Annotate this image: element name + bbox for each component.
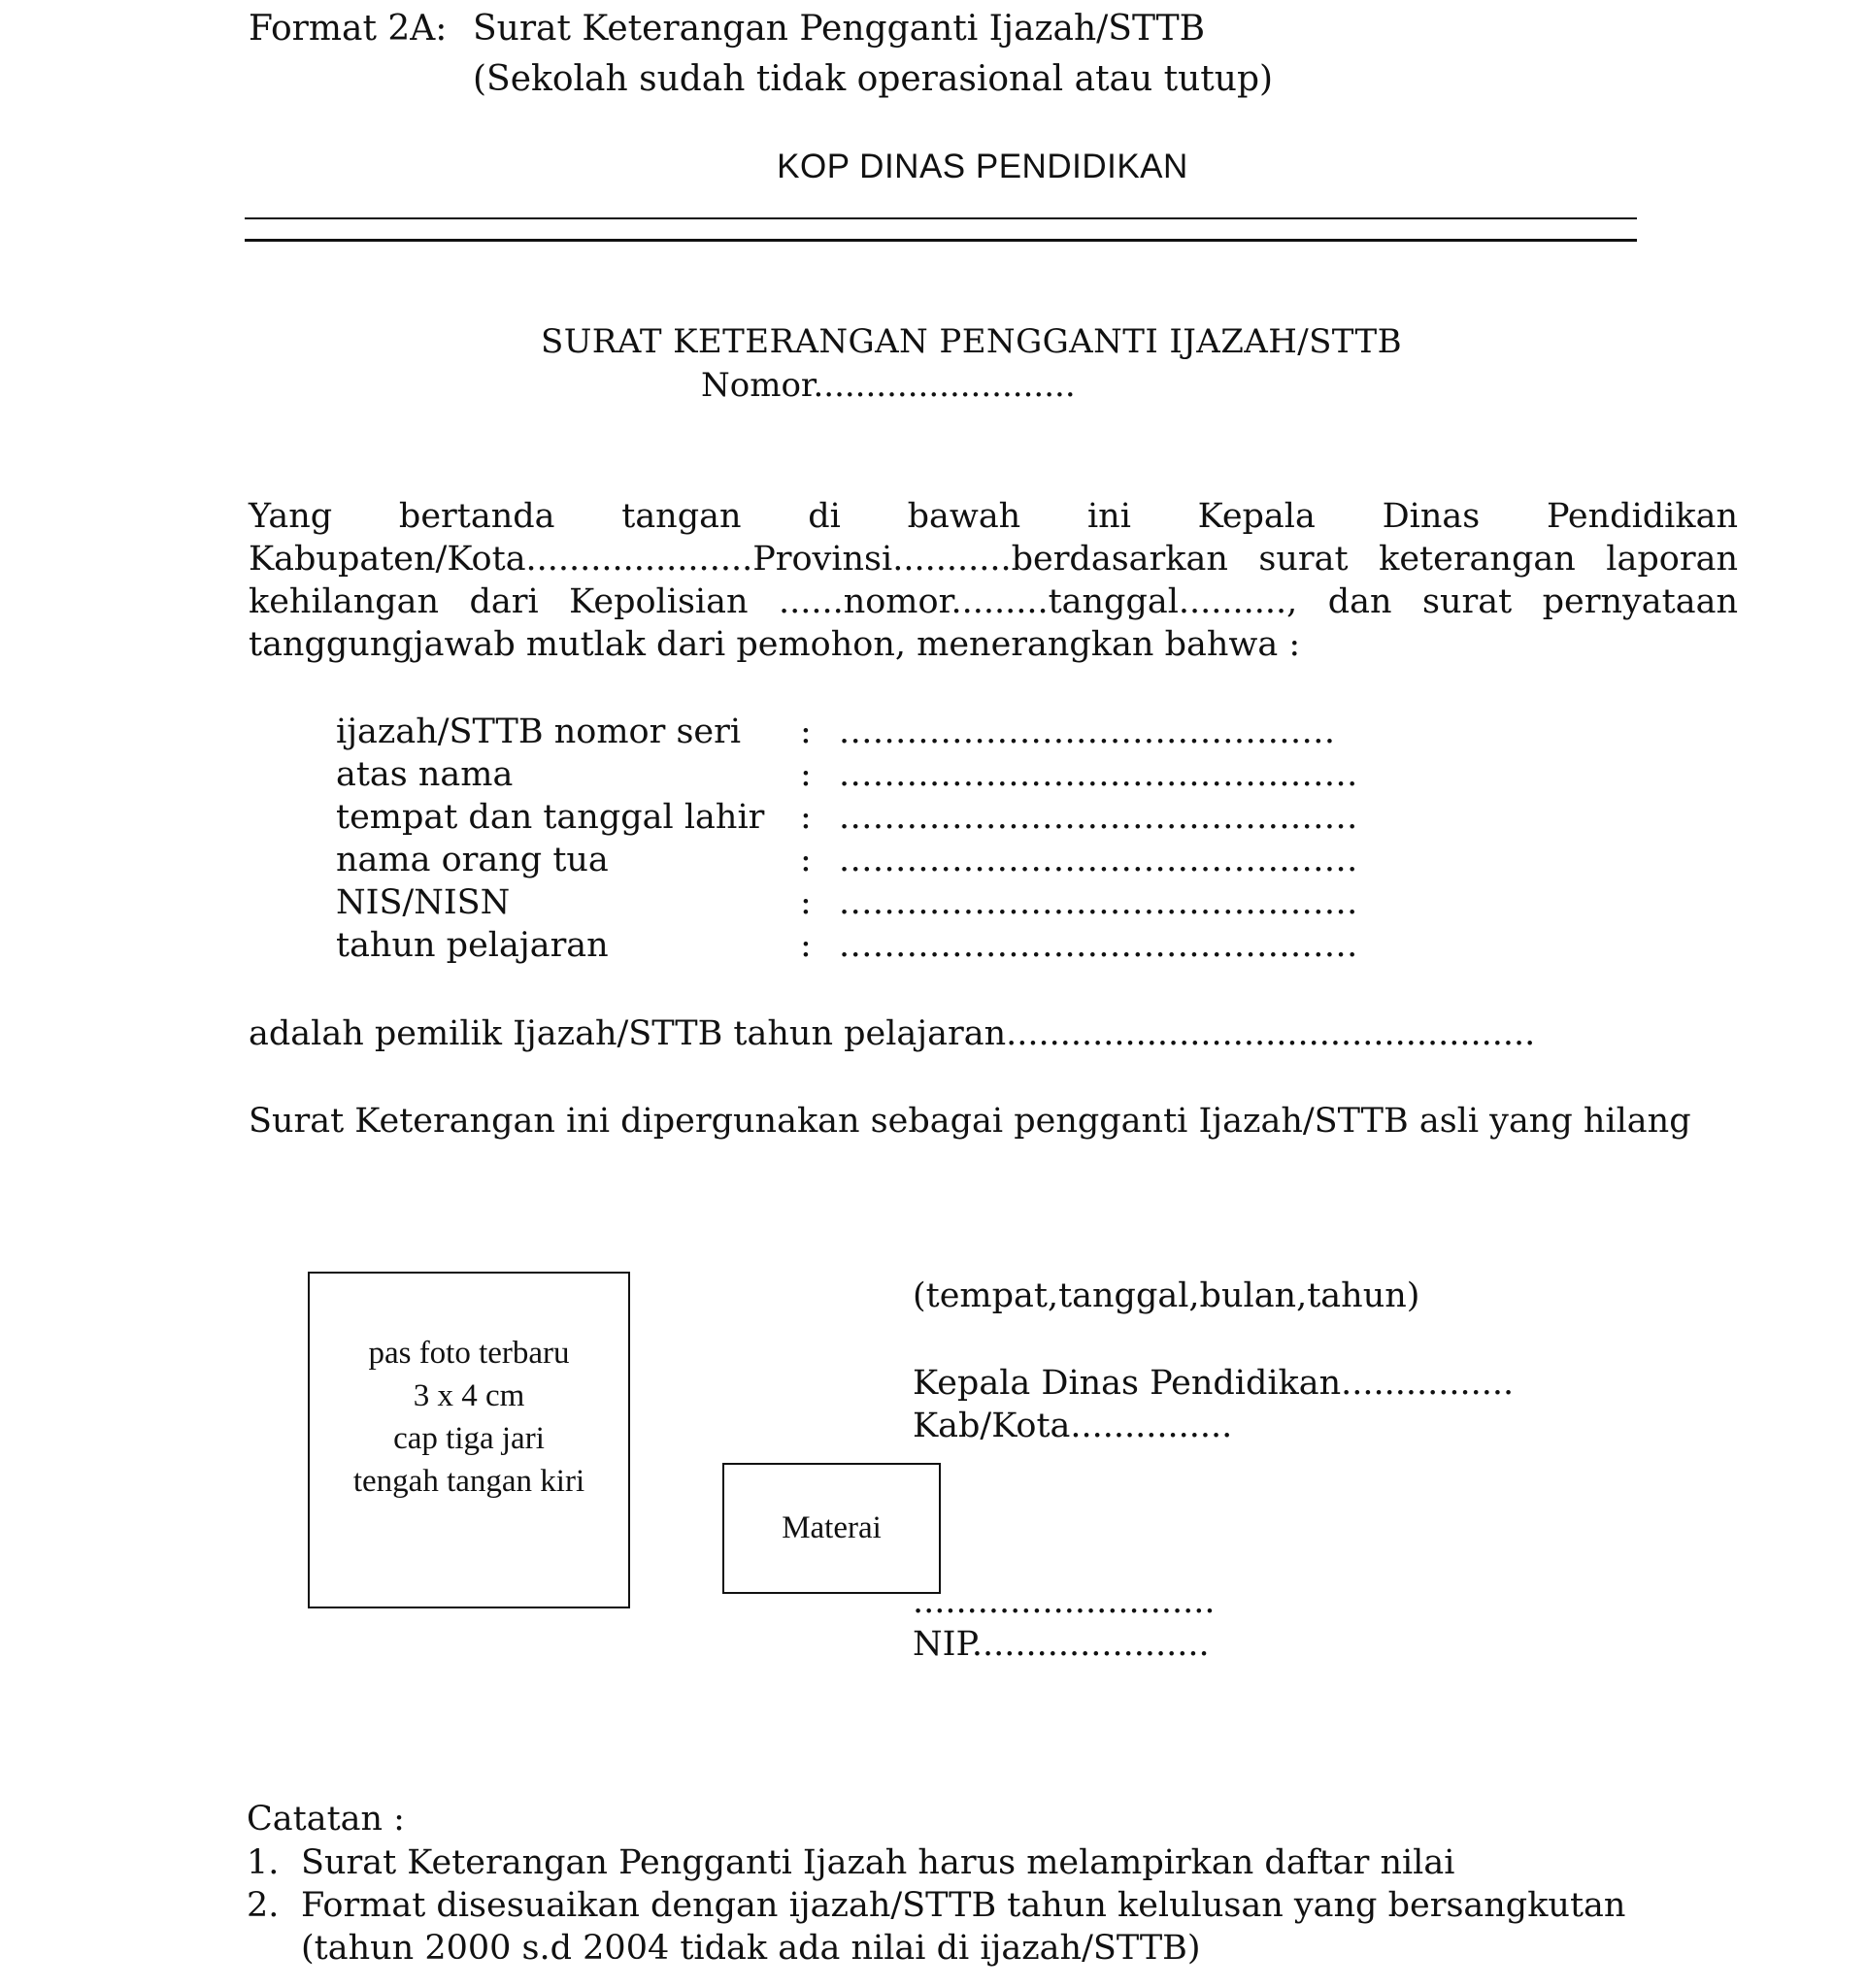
note-number: 1.: [247, 1843, 280, 1882]
letterhead-rule-top: [245, 217, 1637, 219]
owner-paragraph: adalah pemilik Ijazah/STTB tahun pelajaran.................................................: [249, 1014, 1536, 1053]
kop-dinas-heading: KOP DINAS PENDIDIKAN: [777, 148, 1188, 185]
field-value: ..............................................: [839, 926, 1358, 965]
note-number: 2.: [247, 1886, 280, 1925]
field-value: ..............................................: [839, 841, 1358, 879]
field-label: tempat dan tanggal lahir: [336, 798, 765, 837]
field-row: [336, 881, 1358, 924]
format-title: Surat Keterangan Pengganti Ijazah/STTB: [473, 9, 1206, 49]
document-number: Nomor.........................: [701, 366, 1076, 405]
photo-box-line: cap tiga jari: [393, 1421, 545, 1456]
field-label: ijazah/STTB nomor seri: [336, 712, 742, 751]
note-text: Surat Keterangan Pengganti Ijazah harus melampirkan daftar nilai: [301, 1843, 1455, 1882]
signature-nip: NIP......................: [913, 1625, 1210, 1664]
field-colon: :: [800, 712, 812, 751]
field-row: [336, 796, 1358, 839]
signature-name-line: ............................: [913, 1582, 1216, 1621]
letterhead-rule-bottom: [245, 239, 1637, 242]
field-label: NIS/NISN: [336, 883, 511, 922]
note-text: Format disesuaikan dengan ijazah/STTB tahun kelulusan yang bersangkutan: [301, 1886, 1626, 1925]
field-value: ..............................................: [839, 755, 1358, 794]
field-colon: :: [800, 798, 812, 837]
materai-stamp-box: Materai: [722, 1463, 941, 1594]
field-value: ..............................................: [839, 883, 1358, 922]
field-label: nama orang tua: [336, 841, 609, 879]
field-row: [336, 753, 1358, 796]
intro-paragraph: Yang bertanda tangan di bawah ini Kepala Dinas Pendidikan Kabupaten/Kota.....................Provinsi...........berdasarkan surat keterangan laporan kehilangan dari Kepolisian ......nomor.........tanggal.........., dan surat pernyataan tanggungjawab mutlak dari pemohon, menerangkan bahwa :: [249, 497, 1738, 664]
field-row: [336, 711, 1358, 753]
signature-position: Kepala Dinas Pendidikan................: [913, 1364, 1515, 1403]
photo-box-line: tengah tangan kiri: [352, 1464, 585, 1499]
photo-box-line: pas foto terbaru: [368, 1336, 570, 1371]
notes-title: Catatan :: [247, 1800, 405, 1839]
note-item: [247, 1884, 1625, 1927]
format-label: Format 2A:: [249, 9, 448, 49]
field-colon: :: [800, 926, 812, 965]
field-colon: :: [800, 755, 812, 794]
field-value: ..............................................: [839, 798, 1358, 837]
field-colon: :: [800, 841, 812, 879]
field-row: [336, 839, 1358, 881]
photo-placeholder-box: [308, 1272, 630, 1608]
document-title: SURAT KETERANGAN PENGGANTI IJAZAH/STTB: [541, 322, 1402, 361]
photo-box-line: 3 x 4 cm: [413, 1378, 525, 1413]
field-label: atas nama: [336, 755, 514, 794]
signature-kab-kota: Kab/Kota...............: [913, 1407, 1233, 1445]
format-subtitle: (Sekolah sudah tidak operasional atau tutup): [473, 59, 1274, 99]
field-value: ............................................: [839, 712, 1336, 751]
note-continuation: (tahun 2000 s.d 2004 tidak ada nilai di ijazah/STTB): [301, 1929, 1201, 1968]
field-colon: :: [800, 883, 812, 922]
usage-paragraph: Surat Keterangan ini dipergunakan sebagai pengganti Ijazah/STTB asli yang hilang: [249, 1102, 1691, 1141]
field-row: [336, 924, 1358, 967]
field-label: tahun pelajaran: [336, 926, 609, 965]
note-item: [247, 1841, 1454, 1884]
identity-fields: [336, 711, 1358, 967]
signature-place-date: (tempat,tanggal,bulan,tahun): [913, 1276, 1420, 1315]
